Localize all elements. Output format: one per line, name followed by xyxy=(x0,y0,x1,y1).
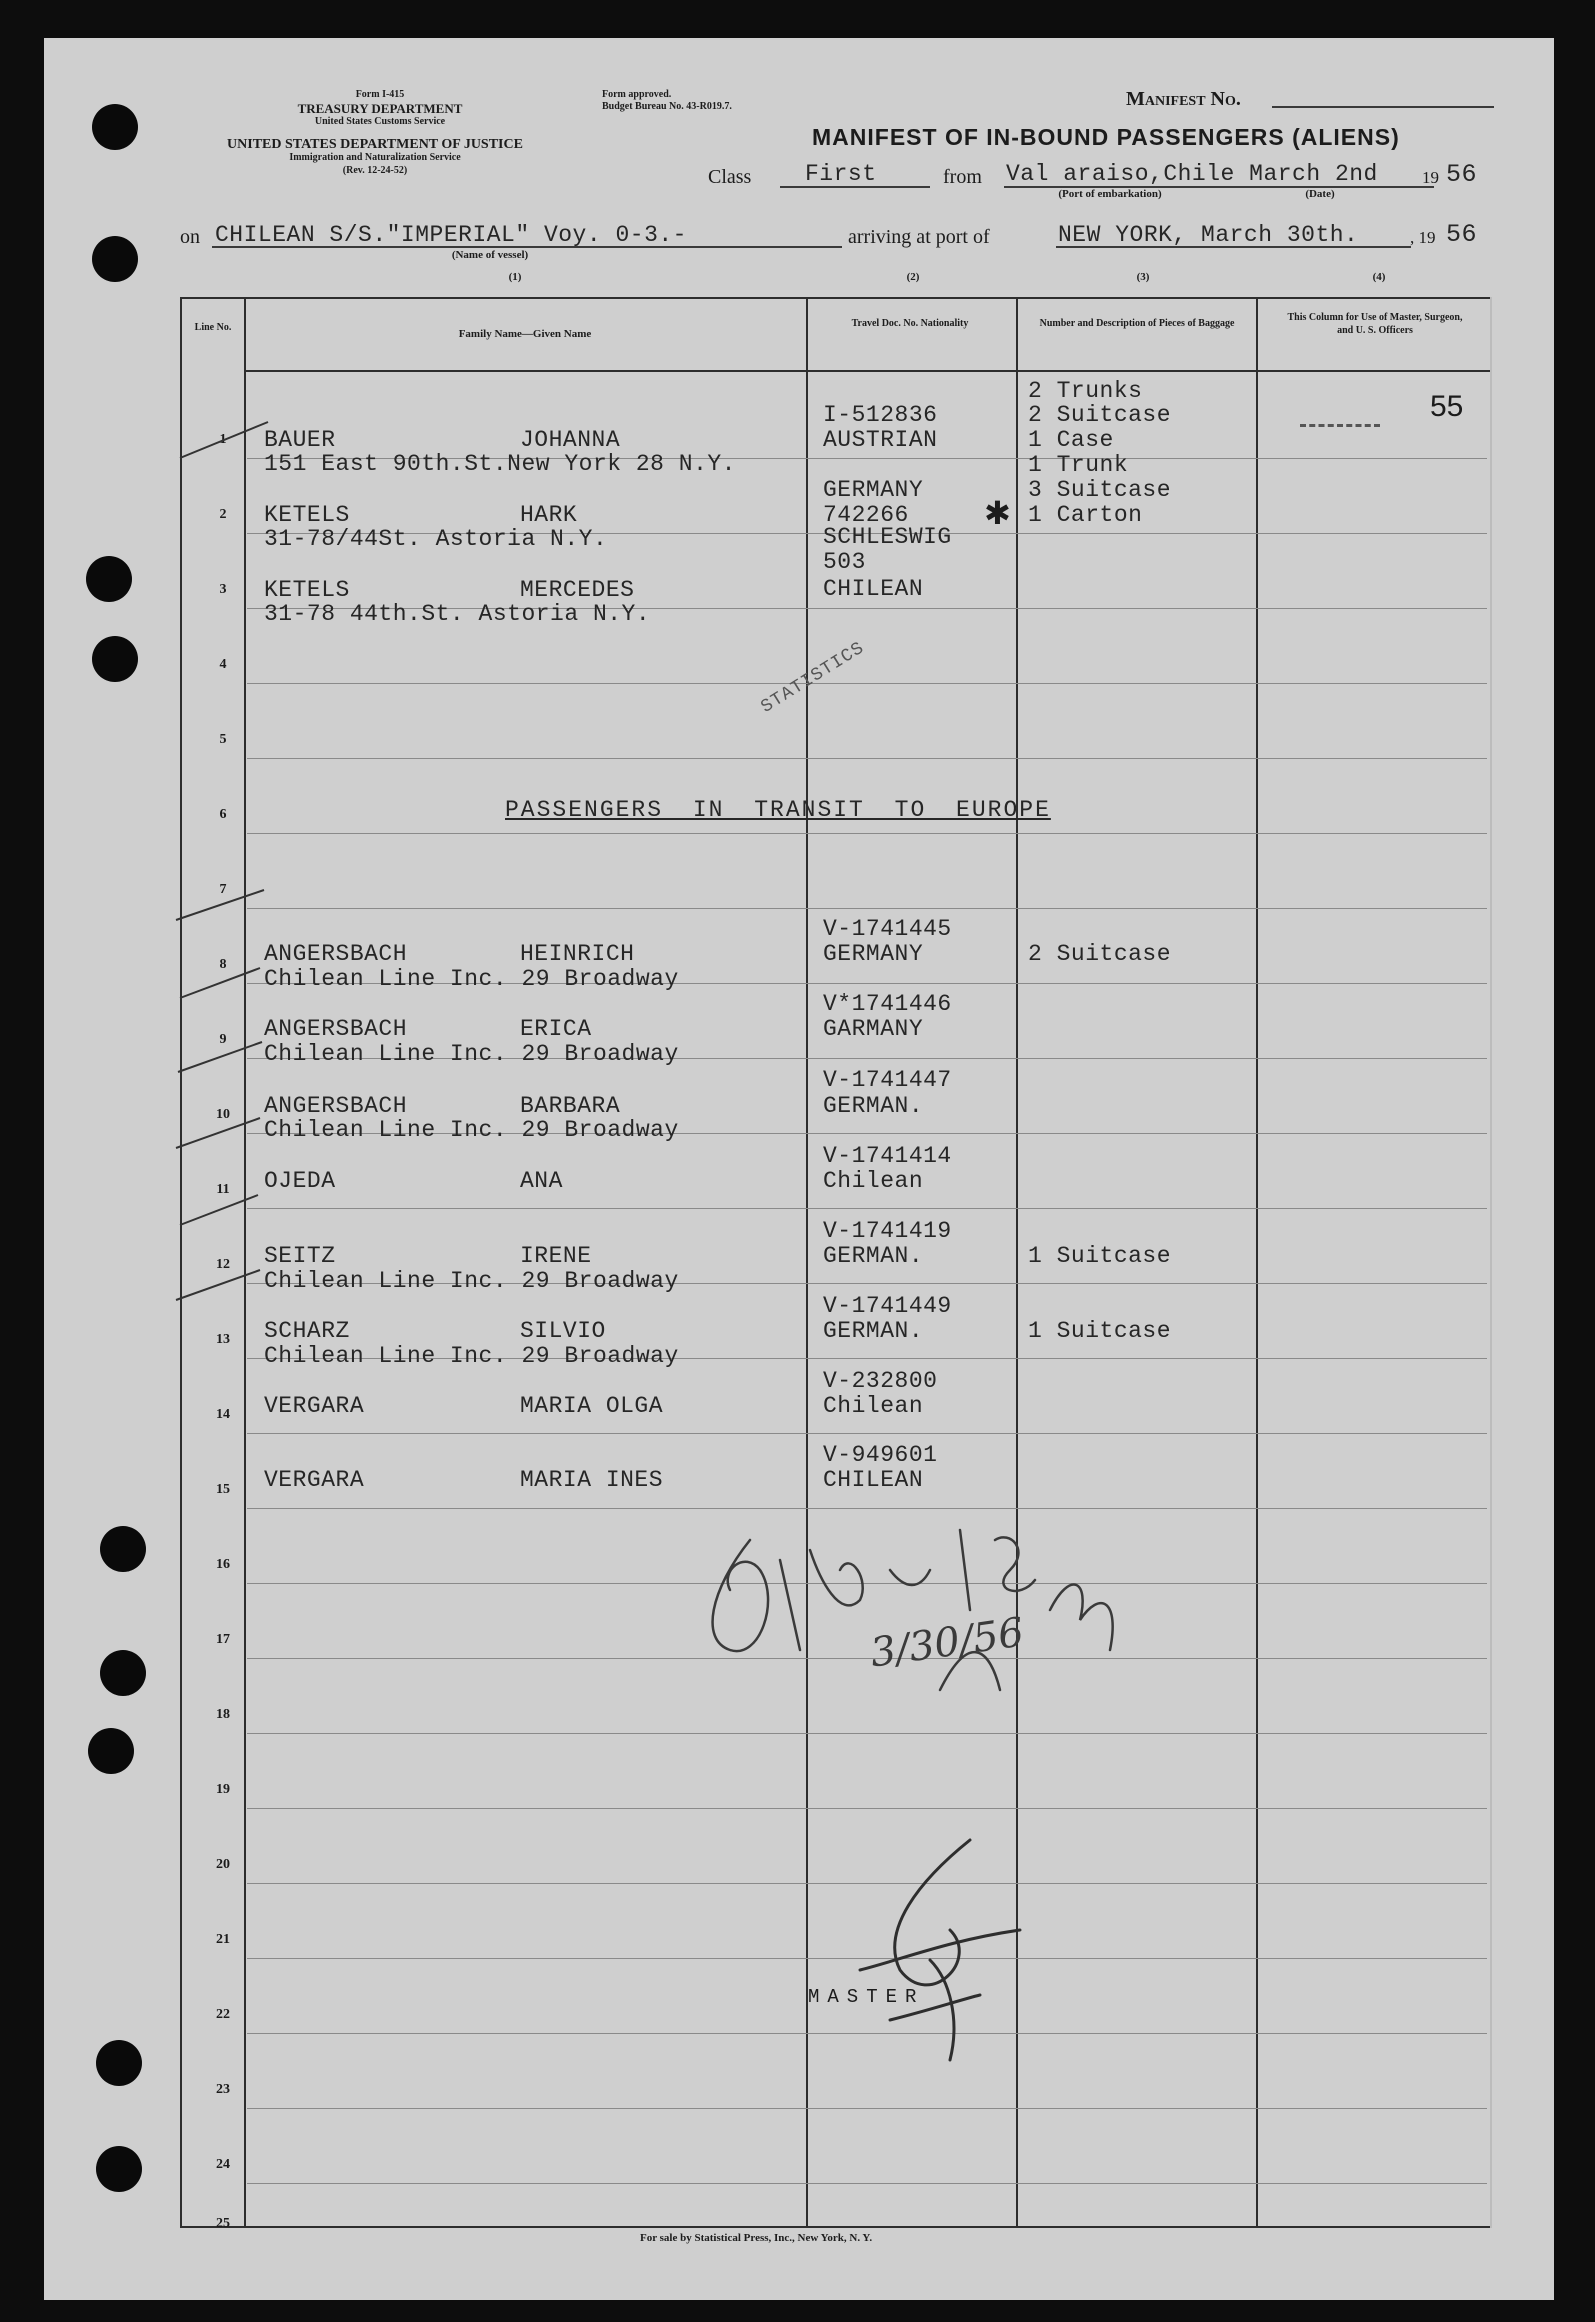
form-number: Form I-415 xyxy=(355,89,405,100)
year-prefix-1: 19 xyxy=(1422,168,1439,187)
table-header-rule xyxy=(244,370,1490,372)
line-number: 6 xyxy=(219,807,227,822)
arrival-line xyxy=(1056,246,1411,248)
col-header-name: Family Name—Given Name xyxy=(458,328,592,340)
table-top-rule xyxy=(180,297,1490,299)
line-number: 20 xyxy=(216,1857,230,1872)
baggage-item: 2 Suitcase xyxy=(1028,402,1172,428)
baggage-item: 1 Trunk xyxy=(1028,452,1129,478)
family-name: BAUER xyxy=(264,427,336,453)
statistics-stamp: STATISTICS xyxy=(757,638,869,718)
ins-name: Immigration and Naturalization Service xyxy=(289,152,461,163)
binder-hole xyxy=(92,236,138,282)
family-name: SEITZ xyxy=(264,1243,336,1269)
manifest-no-line xyxy=(1272,106,1494,108)
row-rule xyxy=(247,1808,1487,1809)
tick-mark xyxy=(180,1195,258,1225)
line-number: 11 xyxy=(216,1182,230,1197)
line-number: 1 xyxy=(219,432,227,447)
asterisk-mark: ✱ xyxy=(984,494,1011,532)
nationality: GERMAN. xyxy=(823,1318,924,1344)
baggage-item: 1 Carton xyxy=(1028,502,1143,528)
passenger-address: Chilean Line Inc. 29 Broadway xyxy=(264,1343,679,1369)
family-name: KETELS xyxy=(264,577,350,603)
agency-name: TREASURY DEPARTMENT xyxy=(297,101,463,116)
line-number: 7 xyxy=(219,882,227,897)
line-number: 3 xyxy=(219,582,227,597)
passenger-address: 31-78 44th.St. Astoria N.Y. xyxy=(264,601,651,627)
binder-hole xyxy=(92,636,138,682)
nationality: GERMAN. xyxy=(823,1093,924,1119)
passenger-address: Chilean Line Inc. 29 Broadway xyxy=(264,1268,679,1294)
nationality: CHILEAN xyxy=(823,1467,924,1493)
master-label: MASTER xyxy=(808,1986,925,2008)
row-rule xyxy=(247,2183,1487,2184)
nationality: AUSTRIAN xyxy=(823,427,938,453)
port-caption: (Port of embarkation) xyxy=(1058,188,1162,200)
row-rule xyxy=(247,1508,1487,1509)
travel-doc-no: V-1741449 xyxy=(823,1293,952,1319)
line-number: 5 xyxy=(219,732,227,747)
given-name: MERCEDES xyxy=(520,577,635,603)
row-rule xyxy=(247,1733,1487,1734)
line-number: 22 xyxy=(216,2007,230,2022)
nationality: 742266 xyxy=(823,502,909,528)
tick-mark xyxy=(180,968,260,998)
vessel-line xyxy=(212,246,842,248)
baggage-item: 2 Trunks xyxy=(1028,378,1143,404)
family-name: ANGERSBACH xyxy=(264,941,408,967)
tick-mark xyxy=(176,890,264,920)
nationality: Chilean xyxy=(823,1168,924,1194)
department-name: UNITED STATES DEPARTMENT OF JUSTICE xyxy=(227,137,523,152)
binder-hole xyxy=(86,556,132,602)
table-bottom-rule xyxy=(180,2226,1490,2228)
line-number: 14 xyxy=(216,1407,230,1422)
given-name: HARK xyxy=(520,502,578,528)
caption-1: (1) xyxy=(508,271,522,283)
handwritten-inspection-note xyxy=(690,1510,1170,1710)
nationality: GERMAN. xyxy=(823,1243,924,1269)
given-name: MARIA INES xyxy=(520,1467,664,1493)
passenger-address: Chilean Line Inc. 29 Broadway xyxy=(264,1041,679,1067)
line-number: 2 xyxy=(219,507,227,522)
binder-hole xyxy=(96,2146,142,2192)
row-rule xyxy=(247,758,1487,759)
given-name: BARBARA xyxy=(520,1093,621,1119)
port-date-value: Val araiso,Chile March 2nd xyxy=(1006,161,1378,187)
year-prefix-2: , 19 xyxy=(1410,228,1436,247)
col-header-officers: This Column for Use of Master, Surgeon, and U. S. Officers xyxy=(1287,312,1463,336)
arriving-label: arriving at port of xyxy=(848,226,990,248)
travel-doc-no: V*1741446 xyxy=(823,991,952,1017)
baggage-item: 2 Suitcase xyxy=(1028,941,1172,967)
col-header-line-no: Line No. xyxy=(194,322,232,333)
row-rule xyxy=(247,1433,1487,1434)
given-name: SILVIO xyxy=(520,1318,606,1344)
travel-doc-no: V-1741414 xyxy=(823,1143,952,1169)
vessel-caption: (Name of vessel) xyxy=(451,249,529,261)
family-name: VERGARA xyxy=(264,1393,365,1419)
travel-doc-no: GERMANY xyxy=(823,477,924,503)
family-name: ANGERSBACH xyxy=(264,1016,408,1042)
travel-doc-no: V-1741419 xyxy=(823,1218,952,1244)
officers-dash xyxy=(1300,424,1380,427)
given-name: HEINRICH xyxy=(520,941,635,967)
col-header-travel-doc: Travel Doc. No. Nationality xyxy=(851,318,969,329)
class-label: Class xyxy=(708,166,752,188)
family-name: KETELS xyxy=(264,502,350,528)
given-name: ANA xyxy=(520,1168,563,1194)
given-name: ERICA xyxy=(520,1016,592,1042)
printer-footer: For sale by Statistical Press, Inc., New York, N. Y. xyxy=(640,2232,873,2244)
class-line xyxy=(780,186,930,188)
officers-mark: 55 xyxy=(1430,390,1464,423)
travel-doc-no: V-232800 xyxy=(823,1368,938,1394)
line-number: 21 xyxy=(216,1932,230,1947)
inspector-tick-marks xyxy=(150,400,270,1500)
document-title: MANIFEST OF IN-BOUND PASSENGERS (ALIENS) xyxy=(812,124,1400,150)
binder-hole xyxy=(88,1728,134,1774)
table-right-border xyxy=(1490,297,1492,2228)
line-number: 12 xyxy=(216,1257,230,1272)
given-name: JOHANNA xyxy=(520,427,621,453)
line-number: 24 xyxy=(216,2157,230,2172)
name-column-divider xyxy=(806,297,808,2228)
class-value: First xyxy=(805,161,877,187)
handwritten-date: 3/30/56 xyxy=(867,1609,1027,1677)
nationality: GERMANY xyxy=(823,941,924,967)
nationality: GARMANY xyxy=(823,1016,924,1042)
baggage-item: 3 Suitcase xyxy=(1028,477,1172,503)
baggage-item: 1 Case xyxy=(1028,427,1114,453)
family-name: VERGARA xyxy=(264,1467,365,1493)
travel-doc-no: V-1741445 xyxy=(823,916,952,942)
nationality: CHILEAN xyxy=(823,576,924,602)
on-label: on xyxy=(180,226,200,248)
date-caption: (Date) xyxy=(1305,188,1335,200)
arrival-value: NEW YORK, March 30th. xyxy=(1058,222,1359,248)
caption-2: (2) xyxy=(906,271,920,283)
travel-doc-no: SCHLESWIG 503 xyxy=(823,524,952,575)
binder-hole xyxy=(100,1650,146,1696)
line-number: 8 xyxy=(219,957,227,972)
tick-mark xyxy=(178,1042,262,1072)
row-rule xyxy=(247,833,1487,834)
row-rule xyxy=(247,683,1487,684)
transit-heading: PASSENGERS IN TRANSIT TO EUROPE xyxy=(505,797,1051,823)
travel-doc-no: V-949601 xyxy=(823,1442,938,1468)
tick-mark xyxy=(180,422,268,458)
family-name: ANGERSBACH xyxy=(264,1093,408,1119)
row-rule xyxy=(247,2108,1487,2109)
family-name: OJEDA xyxy=(264,1168,336,1194)
line-number: 15 xyxy=(216,1482,230,1497)
line-number: 16 xyxy=(216,1557,230,1572)
line-number: 10 xyxy=(216,1107,230,1122)
caption-4: (4) xyxy=(1372,271,1386,283)
vessel-value: CHILEAN S/S."IMPERIAL" Voy. 0-3.- xyxy=(215,222,687,248)
caption-3: (3) xyxy=(1136,271,1150,283)
budget-bureau: Budget Bureau No. 43-R019.7. xyxy=(602,101,732,112)
row-rule xyxy=(247,1208,1487,1209)
baggage-item: 1 Suitcase xyxy=(1028,1318,1172,1344)
service-name: United States Customs Service xyxy=(314,116,446,127)
baggage-item: 1 Suitcase xyxy=(1028,1243,1172,1269)
travel-doc-no: I-512836 xyxy=(823,402,938,428)
master-signature xyxy=(820,1820,1060,2080)
year-value-2: 56 xyxy=(1446,220,1478,249)
line-number: 23 xyxy=(216,2082,230,2097)
tick-mark xyxy=(176,1118,260,1148)
given-name: MARIA OLGA xyxy=(520,1393,664,1419)
passenger-address: Chilean Line Inc. 29 Broadway xyxy=(264,966,679,992)
line-number: 25 xyxy=(216,2216,230,2231)
col-header-baggage: Number and Description of Pieces of Baggage xyxy=(1039,318,1235,329)
line-number: 9 xyxy=(219,1032,227,1047)
nationality: Chilean xyxy=(823,1393,924,1419)
passenger-address: 151 East 90th.St.New York 28 N.Y. xyxy=(264,451,736,477)
given-name: IRENE xyxy=(520,1243,592,1269)
baggage-column-divider xyxy=(1256,297,1258,2228)
binder-hole xyxy=(100,1526,146,1572)
passenger-address: 31-78/44St. Astoria N.Y. xyxy=(264,526,608,552)
travel-doc-no: V-1741447 xyxy=(823,1067,952,1093)
form-approved: Form approved. xyxy=(602,89,672,100)
line-number: 19 xyxy=(216,1782,230,1797)
line-number: 17 xyxy=(216,1632,230,1647)
tick-mark xyxy=(176,1270,260,1300)
line-number: 13 xyxy=(216,1332,230,1347)
revision-note: (Rev. 12-24-52) xyxy=(342,165,408,176)
passenger-address: Chilean Line Inc. 29 Broadway xyxy=(264,1117,679,1143)
line-number: 18 xyxy=(216,1707,230,1722)
from-label: from xyxy=(943,166,982,188)
binder-hole xyxy=(92,104,138,150)
line-number: 4 xyxy=(219,657,227,672)
binder-hole xyxy=(96,2040,142,2086)
manifest-no-label: Manifest No. xyxy=(1126,88,1241,110)
row-rule xyxy=(247,908,1487,909)
year-value-1: 56 xyxy=(1446,160,1478,189)
family-name: SCHARZ xyxy=(264,1318,350,1344)
